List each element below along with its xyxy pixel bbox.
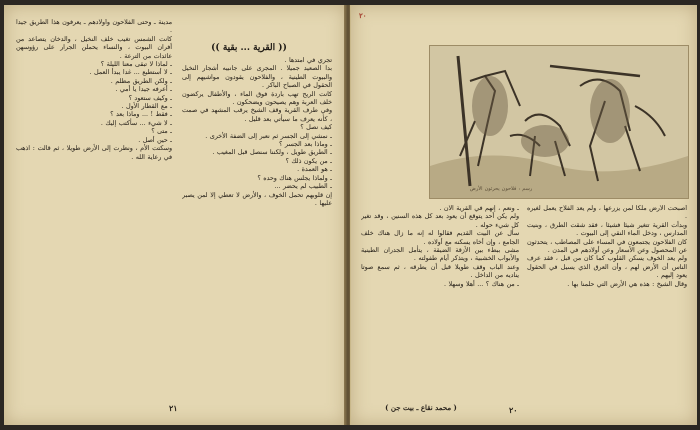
paragraph: مدينة ـ وحتى الفلاحون وأولادهم ـ يعرفون هذا الطريق جيدا . xyxy=(16,19,172,35)
paragraph: سأل عن البيت القديم فقالوا له إنه ما زال هناك خلف الجامع ، وإن أخاه يسكنه مع أولاده . xyxy=(361,230,519,246)
paragraph: ـ لا شيء ... سأكتب إليك . xyxy=(100,119,172,127)
paragraph: وعند الباب وقف طويلا قبل أن يطرقه ، ثم سمع صوتا يناديه من الداخل . xyxy=(361,263,519,280)
farmers-drawing xyxy=(430,46,688,198)
paragraph: وفي طرف القرية وقف الشيخ يرقب المشهد في صمت ، كأنه يعرف ما سيأتي بعد قليل . xyxy=(182,107,332,123)
left-page-column-left xyxy=(16,19,172,395)
story-title: (( القرية ... بقية )) xyxy=(211,43,287,53)
paragraph: ـ ولماذا يجلس هناك وحده ؟ xyxy=(257,174,332,182)
paragraph: ـ من هناك ؟ ... أهلا وسهلا . xyxy=(443,280,519,288)
paragraph: ولم يكن أحد يتوقع أن يعود بعد كل هذه السنين ، وقد تغير كل شيء حوله . xyxy=(361,213,519,229)
left-page xyxy=(4,5,347,425)
paragraph: كيف نصل ؟ xyxy=(300,124,332,132)
paragraph: ـ لا أستطيع ... غدا يبدأ العمل . xyxy=(89,69,172,77)
paragraph: ـ حين أصل . xyxy=(138,136,172,144)
paragraph: ـ فقط ! ... وماذا بعد ؟ xyxy=(110,111,172,119)
illustration-farmers xyxy=(429,45,689,199)
paragraph: ـ الطريق طويل ، ولكننا سنصل قبل المغيب . xyxy=(212,149,332,157)
paragraph: بدا الصعيد جميلا . المجرى على جانبيه أشجار النخيل والبيوت الطينية ، والفلاحون يقودون مواشيهم إلى الحقول في الصباح الباكر . xyxy=(182,65,332,90)
right-right-column-paragraphs xyxy=(527,205,687,289)
illustration-label: رسم : فلاحون يحرثون الأرض xyxy=(469,186,533,192)
paragraph: وبدأت القرية تتغير شيئا فشيئا ، فقد شقت الطرق ، وبنيت المدارس ، ودخل الماء النقي إلى البيوت . xyxy=(527,221,687,238)
book-spread xyxy=(4,5,696,425)
paragraph: ـ وكيف ستعود ؟ xyxy=(128,94,172,102)
paragraph: وقال الشيخ : هذه هي الأرض التي حلمنا بها . xyxy=(567,280,687,288)
paragraph: كانت الشمس تغيب خلف النخيل ، والدخان يتصاعد من أفران البيوت ، والنساء يحملن الجرار على رؤوسهن عائدات من الترعة . xyxy=(16,35,172,60)
paragraph: ـ من يكون ذلك ؟ xyxy=(285,157,332,165)
paragraph: ـ وماذا بعد الجسر ؟ xyxy=(279,141,332,149)
right-page xyxy=(350,5,697,425)
paragraph: مشى ببطء بين الأزقة الضيقة ، يتأمل الجدران الطينية والأبواب الخشبية ، ويتذكر أيام طفولته . xyxy=(361,247,519,263)
left-left-column-paragraphs xyxy=(16,19,172,162)
right-page-column-right xyxy=(527,205,687,395)
red-page-marker: ٢٠ xyxy=(359,11,367,20)
paragraph: وسكتت الأم ، ونظرت إلى الأرض طويلا ، ثم قالت : اذهب في رعاية الله . xyxy=(16,145,172,161)
paragraph: ـ هو العمدة . xyxy=(297,166,332,174)
paragraph: ولم يعد الخوف يسكن القلوب كما كان من قبل ، فقد عرف الناس أن الأرض لهم ، وأن العرق الذي يسيل في الحقول يعود إليهم . xyxy=(527,255,687,280)
paragraph: ـ ونعم ، إنهم في القرية الآن . xyxy=(439,205,519,212)
paragraph: كان الفلاحون يجتمعون في المساء على المصاطب ، يتحدثون عن المحصول وعن الأسعار وعن أولادهم في المدن . xyxy=(527,238,687,255)
paragraph: تجري في امتدها . xyxy=(284,57,332,64)
paragraph: أصبحت الأرض ملكا لمن يزرعها ، ولم يعد الفلاح يعمل لغيره . xyxy=(527,205,687,221)
right-page-number: ٢٠ xyxy=(509,405,518,415)
paragraph: ـ لماذا لا تبقى معنا الليلة ؟ xyxy=(100,61,172,69)
paragraph: إن قلوبهم تحمل الخوف ، والأرض لا تعطي إلا لمن يصبر عليها . xyxy=(182,191,332,207)
paragraph: ـ الطبيب لم يحضر ... xyxy=(274,183,332,191)
paragraph: ـ ولكن الطريق مظلم . xyxy=(110,77,172,85)
paragraph: ـ نمشي إلى الجسر ثم نعبر إلى الضفة الأخرى . xyxy=(205,132,332,140)
right-left-column-paragraphs xyxy=(361,205,519,289)
left-right-column-paragraphs xyxy=(182,57,332,208)
paragraph: ـ متى ؟ xyxy=(151,128,172,136)
paragraph: كانت الريح تهب باردة فوق الماء ، والأطفال يركضون خلف العربة وهم يصيحون ويضحكون . xyxy=(182,90,332,107)
right-page-column-left xyxy=(361,205,519,395)
paragraph: ـ أعرفه جيدا يا أمي . xyxy=(115,86,172,94)
illustration-caption: ( محمد نقاع ـ بيت جن ) xyxy=(385,403,457,412)
paragraph: ـ مع القطار الأول . xyxy=(121,103,172,111)
left-page-number: ٢١ xyxy=(169,403,178,413)
left-page-column-right xyxy=(182,57,332,395)
